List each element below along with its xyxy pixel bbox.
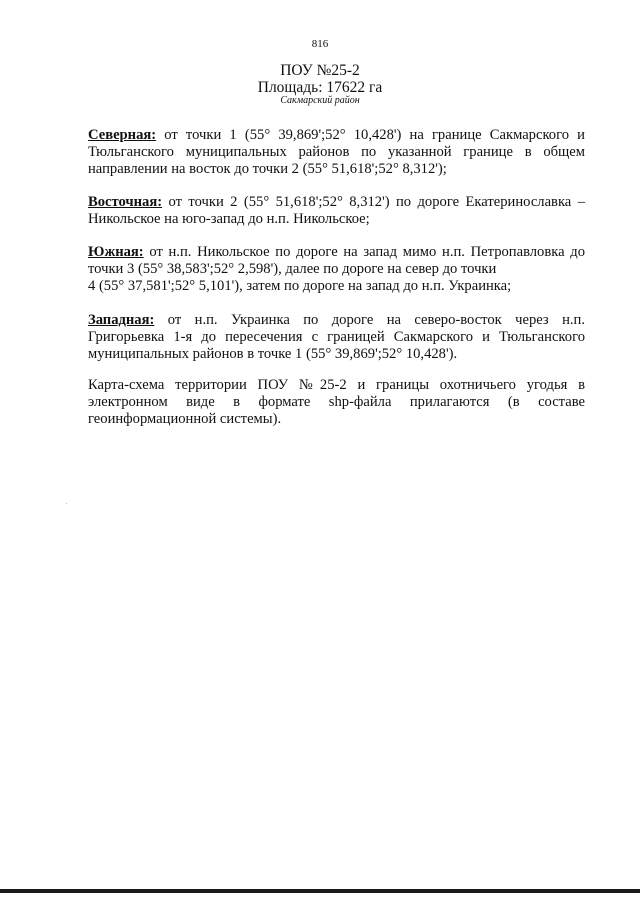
bottom-scan-rule	[0, 889, 640, 893]
section-label: Восточная:	[88, 194, 163, 210]
closing-text-line: электронном виде в формате shp-файла прилагаются (в составе	[88, 394, 585, 410]
section-text-line: Григорьевка 1-я до пересечения с границей Сакмарского и Тюльганского	[88, 329, 585, 345]
district-line: Сакмарский район	[280, 95, 360, 106]
section-text-line: Тюльганского муниципальных районов по указанной границе в общем	[88, 144, 585, 160]
section-north	[88, 127, 585, 178]
section-text-line: от точки 1 (55° 39,869';52° 10,428') на границе Сакмарского и	[156, 127, 585, 143]
section-text-line: направлении на восток до точки 2 (55° 51,618';52° 8,312');	[88, 161, 447, 177]
closing-text-line: геоинформационной системы).	[88, 411, 282, 427]
section-text-line: муниципальных районов в точке 1 (55° 39,869';52° 10,428').	[88, 346, 458, 362]
section-text-line: 4 (55° 37,581';52° 5,101'), затем по дороге на запад до н.п. Украинка;	[88, 278, 512, 294]
section-label: Северная:	[88, 127, 157, 143]
scan-speck	[66, 503, 67, 504]
section-text-line: точки 3 (55° 38,583';52° 2,598'), далее по дороге на север до точки	[88, 261, 497, 277]
section-text-line: Никольское на юго-запад до н.п. Никольское;	[88, 211, 370, 227]
closing-text-line: Карта-схема территории ПОУ №25-2 и границы охотничьего угодья в	[88, 377, 585, 393]
section-east	[88, 194, 585, 228]
closing-paragraph	[88, 377, 585, 428]
section-text-line: от точки 2 (55° 51,618';52° 8,312') по дороге Екатеринославка –	[162, 194, 585, 210]
section-label: Западная:	[88, 312, 155, 328]
section-text-line: от н.п. Украинка по дороге на северо-восток через н.п.	[154, 312, 585, 328]
section-south	[88, 244, 585, 295]
section-label: Южная:	[88, 244, 144, 260]
area-line: Площадь: 17622 га	[257, 79, 383, 96]
section-west	[88, 312, 585, 363]
section-text-line: от н.п. Никольское по дороге на запад мимо н.п. Петропавловка до	[143, 244, 585, 260]
page-number: 816	[311, 38, 329, 50]
document-title: ПОУ №25-2	[280, 62, 360, 79]
